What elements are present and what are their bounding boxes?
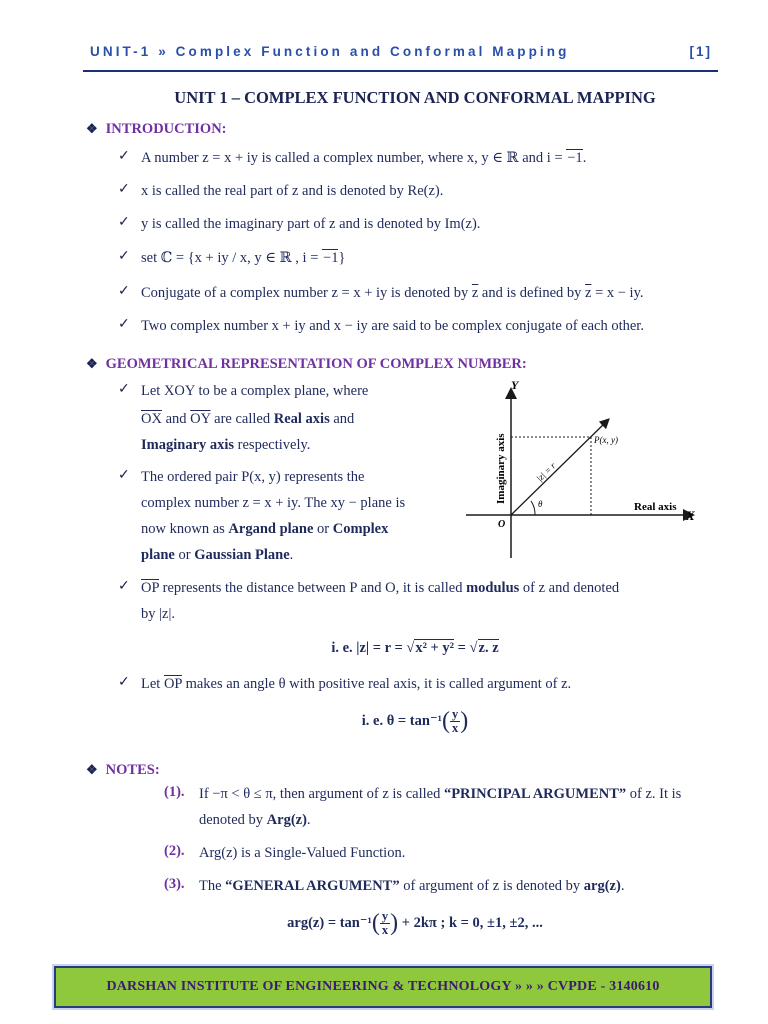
- check-icon: ✓: [118, 284, 130, 299]
- note-text: [199, 784, 681, 804]
- note-text-part: .: [306, 812, 311, 828]
- geom-text: Let: [141, 676, 164, 692]
- intro-text: set ℂ = {x + iy / x, y ∈ ℝ , i =: [141, 250, 323, 266]
- arg-term: Arg(z): [266, 812, 307, 828]
- equation-part: z. z: [478, 640, 499, 656]
- section-introduction: [86, 121, 227, 138]
- diamond-bullet-icon: ❖: [86, 356, 98, 371]
- conjugate-symbol: $\overline{z}$: [585, 285, 592, 301]
- fraction: [380, 910, 390, 937]
- check-icon: ✓: [118, 579, 130, 594]
- check-icon: ✓: [118, 249, 130, 264]
- geom-text: makes an angle θ with positive real axis, it is called argument of z.: [181, 676, 572, 692]
- point-p-label: P(x, y): [594, 435, 618, 445]
- denominator: x: [381, 923, 389, 937]
- section-notes: [86, 762, 160, 779]
- geom-text: [141, 519, 388, 539]
- intro-text: and is defined by: [478, 285, 586, 301]
- check-icon: ✓: [118, 182, 130, 197]
- general-argument-equation: arg(z) = tan⁻¹( $\frac{y}{x}$ ) + 2kπ ; k = 0, ±1, ±2, ...: [287, 909, 543, 937]
- geom-text: and: [161, 411, 191, 427]
- real-axis-term: Real axis: [273, 411, 330, 427]
- ox-line: $\overline{OX}$: [141, 411, 162, 427]
- imaginary-axis-term: Imaginary axis: [141, 437, 235, 453]
- conjugate-symbol: $\overline{z}$: [471, 285, 479, 301]
- theta-label: θ: [538, 499, 543, 509]
- plane-term: plane: [141, 547, 175, 563]
- note-text-part: .: [620, 878, 625, 894]
- geom-text: complex number z = x + iy. The xy − plane is: [141, 495, 406, 511]
- arg-term: arg(z): [583, 878, 621, 894]
- check-icon: ✓: [118, 675, 130, 690]
- note-text-part: If −π < θ ≤ π, then argument of z is called: [199, 786, 444, 802]
- op-symbol: $\overline{OP}$: [141, 580, 159, 596]
- note-number: (2).: [164, 843, 185, 859]
- diamond-bullet-icon: ❖: [86, 762, 98, 777]
- note-text-part: of z. It is: [626, 786, 682, 802]
- section-heading: NOTES:: [105, 762, 160, 778]
- modulus-equation: i. e. |z| = r = √x² + y² = √z. z: [331, 640, 499, 656]
- note-text: [199, 876, 624, 896]
- theta-arc: [531, 501, 535, 515]
- geom-text: or: [313, 521, 333, 537]
- note-text: Arg(z) is a Single-Valued Function.: [199, 845, 406, 861]
- intro-item-1: A number z = x + iy is called a complex number, where x, y ∈ ℝ and i = −1.: [141, 150, 587, 166]
- intro-text: = x − iy.: [591, 285, 644, 301]
- check-icon: ✓: [118, 468, 130, 483]
- denominator: x: [451, 721, 459, 735]
- check-icon: ✓: [118, 382, 130, 397]
- intro-text: Conjugate of a complex number z = x + iy is denoted by: [141, 285, 472, 301]
- check-icon: ✓: [118, 149, 130, 164]
- fraction: [450, 708, 460, 735]
- geom-text: of z and denoted: [519, 580, 620, 596]
- geom-text: [141, 674, 571, 694]
- gaussian-term: Gaussian Plane: [194, 547, 290, 563]
- header-rule: [83, 70, 718, 72]
- principal-argument-term: “PRINCIPAL ARGUMENT”: [443, 786, 627, 802]
- real-axis-label: Real axis: [634, 501, 677, 513]
- geom-text: [141, 409, 354, 429]
- section-heading: INTRODUCTION:: [105, 121, 227, 137]
- complex-plane-diagram: [460, 376, 700, 561]
- geom-text: now known as: [141, 521, 229, 537]
- footer-text: DARSHAN INSTITUTE OF ENGINEERING & TECHNOLOGY » » » CVPDE - 3140610: [106, 979, 660, 994]
- geom-text: Let XOY to be a complex plane, where: [141, 383, 369, 399]
- equation-part: + 2kπ ; k = 0, ±1, ±2, ...: [398, 914, 543, 931]
- intro-text: A number z = x + iy is called a complex number, where x, y ∈ ℝ and i =: [141, 150, 567, 166]
- section-heading: GEOMETRICAL REPRESENTATION OF COMPLEX NUMBER:: [105, 356, 527, 372]
- op-symbol: $\overline{OP}$: [163, 676, 182, 692]
- y-axis-label: Y: [511, 378, 519, 392]
- note-number: (3).: [164, 876, 185, 892]
- numerator: y: [381, 909, 389, 923]
- section-geometrical: [86, 356, 527, 373]
- footer-banner: [54, 966, 712, 1008]
- sqrt-term: −1: [567, 150, 583, 166]
- geom-text: by |z|.: [141, 606, 175, 622]
- page-title: UNIT 1 – COMPLEX FUNCTION AND CONFORMAL MAPPING: [174, 88, 656, 107]
- equation-part: =: [454, 640, 470, 656]
- complex-term: Complex: [332, 521, 389, 537]
- intro-text: }: [338, 250, 346, 266]
- note-number: (1).: [164, 784, 185, 800]
- general-argument-term: “GENERAL ARGUMENT”: [225, 878, 400, 894]
- numerator: y: [451, 707, 459, 721]
- equation-part: i. e. θ = tan⁻¹: [361, 712, 442, 729]
- modulus-term: modulus: [466, 580, 520, 596]
- modulus-label: |z| = r: [534, 460, 558, 484]
- header-title: UNIT-1 » Complex Function and Conformal Mapping: [90, 44, 570, 59]
- argand-term: Argand plane: [228, 521, 314, 537]
- geom-text: or: [174, 547, 195, 563]
- origin-label: O: [498, 519, 506, 530]
- geom-text: .: [289, 547, 294, 563]
- equation-part: x² + y²: [415, 640, 455, 656]
- intro-item-6: Two complex number x + iy and x − iy are said to be complex conjugate of each other.: [141, 318, 644, 334]
- geom-text: represents the distance between P and O, it is called: [159, 580, 467, 596]
- geom-text: The ordered pair P(x, y) represents the: [141, 469, 365, 485]
- check-icon: ✓: [118, 317, 130, 332]
- geom-text: are called: [210, 411, 274, 427]
- geom-text: and: [329, 411, 355, 427]
- geom-text: [141, 435, 310, 455]
- intro-item-3: y is called the imaginary part of z and is denoted by Im(z).: [141, 216, 481, 232]
- note-text-part: The: [199, 878, 226, 894]
- equation-part: i. e. |z| = r =: [331, 640, 407, 656]
- note-text: [199, 810, 311, 830]
- page-number: [1]: [689, 44, 712, 59]
- note-text-part: of argument of z is denoted by: [399, 878, 584, 894]
- check-icon: ✓: [118, 215, 130, 230]
- imaginary-axis-label: Imaginary axis: [495, 433, 507, 504]
- geom-text: [141, 545, 293, 565]
- intro-item-4: [141, 248, 345, 268]
- x-axis-label: X: [686, 508, 695, 523]
- geom-text: respectively.: [234, 437, 311, 453]
- argument-equation: i. e. θ = tan⁻¹( $\frac{y}{x}$ ): [361, 707, 469, 735]
- equation-part: arg(z) = tan⁻¹: [287, 914, 372, 931]
- intro-item-5: [141, 283, 644, 303]
- diamond-bullet-icon: ❖: [86, 121, 98, 136]
- sqrt-term: −1: [323, 250, 339, 266]
- geom-text: [141, 578, 619, 598]
- note-text-part: denoted by: [199, 812, 267, 828]
- intro-item-2: x is called the real part of z and is denoted by Re(z).: [141, 183, 444, 199]
- oy-line: $\overline{OY}$: [190, 411, 211, 427]
